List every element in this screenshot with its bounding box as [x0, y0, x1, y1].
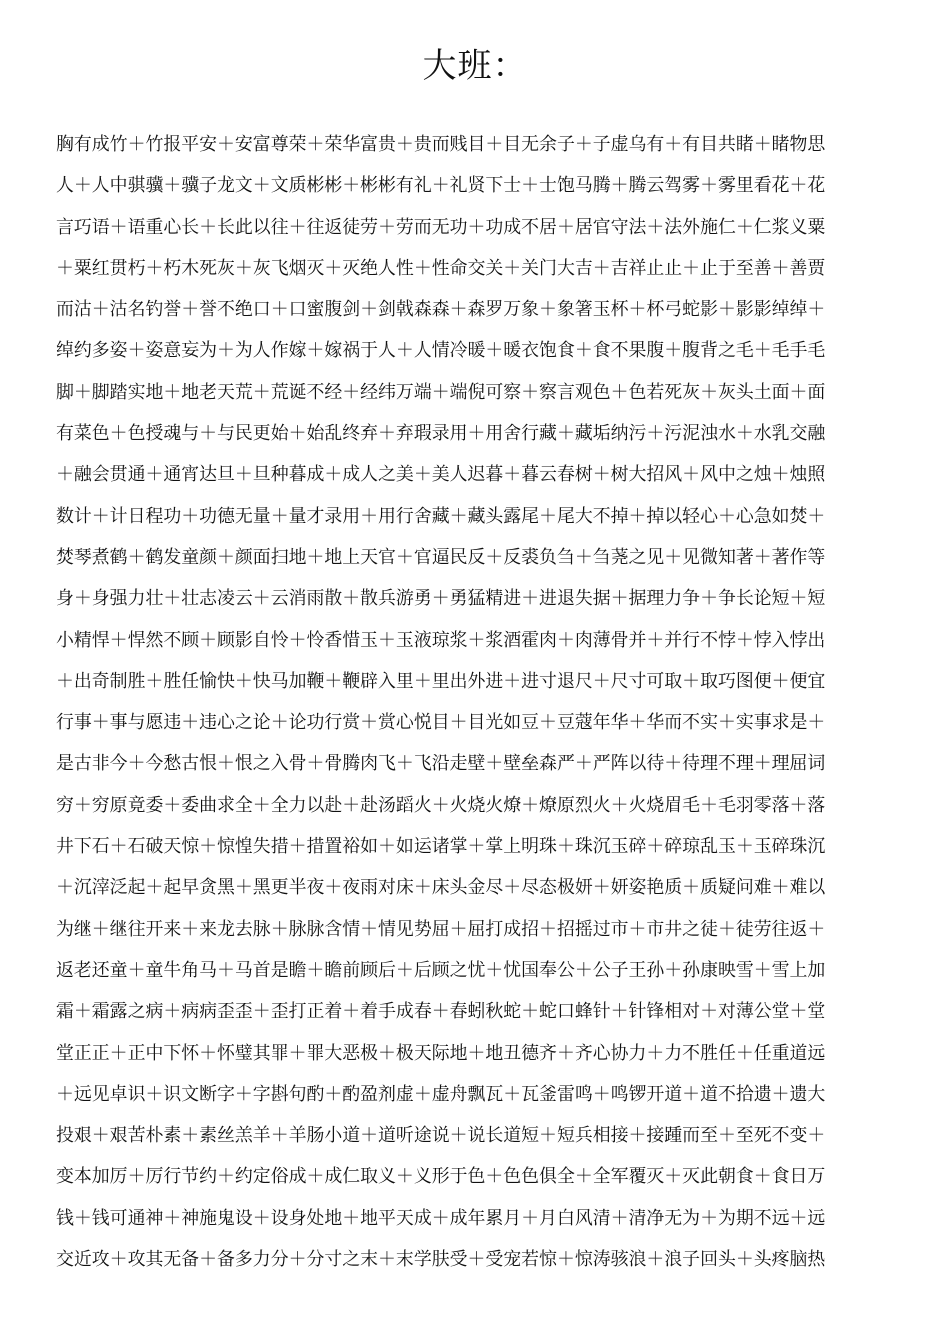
text-line: 行事＋事与愿违＋违心之论＋论功行赏＋赏心悦目＋目光如豆＋豆蔻年华＋华而不实＋实事求是＋ — [56, 712, 826, 734]
text-line: 人＋人中骐骥＋骥子龙文＋文质彬彬＋彬彬有礼＋礼贤下士＋士饱马腾＋腾云驾雾＋雾里看花＋花 — [56, 175, 826, 197]
text-line: 钱＋钱可通神＋神施鬼设＋设身处地＋地平天成＋成年累月＋月白风清＋清净无为＋为期不远＋远 — [56, 1207, 826, 1229]
text-line: 言巧语＋语重心长＋长此以往＋往返徒劳＋劳而无功＋功成不居＋居官守法＋法外施仁＋仁浆义粟 — [56, 216, 826, 238]
text-line: 是古非今＋今愁古恨＋恨之入骨＋骨腾肉飞＋飞沿走壁＋壁垒森严＋严阵以待＋待理不理＋理屈词 — [56, 753, 826, 775]
text-line: ＋远见卓识＋识文断字＋字斟句酌＋酌盈剂虚＋虚舟飘瓦＋瓦釜雷鸣＋鸣锣开道＋道不拾遗＋遗大 — [56, 1083, 826, 1105]
text-line: 变本加厉＋厉行节约＋约定俗成＋成仁取义＋义形于色＋色色俱全＋全军覆灭＋灭此朝食＋食日万 — [56, 1166, 826, 1188]
text-line: ＋沉滓泛起＋起早贪黑＋黑更半夜＋夜雨对床＋床头金尽＋尽态极妍＋妍姿艳质＋质疑问难＋难以 — [56, 877, 826, 899]
text-line: 有菜色＋色授魂与＋与民更始＋始乱终弃＋弃瑕录用＋用舍行藏＋藏垢纳污＋污泥浊水＋水乳交融 — [56, 423, 826, 445]
text-line: 绰约多姿＋姿意妄为＋为人作嫁＋嫁祸于人＋人情冷暖＋暖衣饱食＋食不果腹＋腹背之毛＋毛手毛 — [56, 340, 826, 362]
text-line: 霜＋霜露之病＋病病歪歪＋歪打正着＋着手成春＋春蚓秋蛇＋蛇口蜂针＋针锋相对＋对薄公堂＋堂 — [56, 1001, 826, 1023]
text-line: 焚琴煮鹤＋鹤发童颜＋颜面扫地＋地上天官＋官逼民反＋反裘负刍＋刍荛之见＋见微知著＋著作等 — [56, 546, 826, 568]
text-line: 为继＋继往开来＋来龙去脉＋脉脉含情＋情见势屈＋屈打成招＋招摇过市＋市井之徒＋徒劳往返＋ — [56, 918, 826, 940]
text-line: 投艰＋艰苦朴素＋素丝羔羊＋羊肠小道＋道听途说＋说长道短＋短兵相接＋接踵而至＋至死不变＋ — [56, 1125, 826, 1147]
text-line: ＋融会贯通＋通宵达旦＋旦种暮成＋成人之美＋美人迟暮＋暮云春树＋树大招风＋风中之烛＋烛照 — [56, 464, 826, 486]
text-line: 堂正正＋正中下怀＋怀璧其罪＋罪大恶极＋极天际地＋地丑德齐＋齐心协力＋力不胜任＋任重道远 — [56, 1042, 826, 1064]
text-line: 交近攻＋攻其无备＋备多力分＋分寸之末＋末学肤受＋受宠若惊＋惊涛骇浪＋浪子回头＋头疼脑热 — [56, 1249, 826, 1271]
text-line: ＋出奇制胜＋胜任愉快＋快马加鞭＋鞭辟入里＋里出外进＋进寸退尺＋尺寸可取＋取巧图便＋便宜 — [56, 670, 826, 692]
text-line: 脚＋脚踏实地＋地老天荒＋荒诞不经＋经纬万端＋端倪可察＋察言观色＋色若死灰＋灰头土面＋面 — [56, 381, 826, 403]
text-line: 胸有成竹＋竹报平安＋安富尊荣＋荣华富贵＋贵而贱目＋目无余子＋子虚乌有＋有目共睹＋睹物思 — [56, 134, 826, 155]
text-line: 井下石＋石破天惊＋惊惶失措＋措置裕如＋如运诸掌＋掌上明珠＋珠沉玉碎＋碎琼乱玉＋玉碎珠沉 — [56, 836, 826, 858]
text-line: ＋粟红贯朽＋朽木死灰＋灰飞烟灭＋灭绝人性＋性命交关＋关门大吉＋吉祥止止＋止于至善＋善贾 — [56, 257, 826, 279]
page-title: 大班： — [422, 46, 528, 86]
idiom-chain-text — [56, 124, 906, 1280]
text-line: 返老还童＋童牛角马＋马首是瞻＋瞻前顾后＋后顾之忧＋忧国奉公＋公子王孙＋孙康映雪＋雪上加 — [56, 959, 826, 981]
text-line: 身＋身强力壮＋壮志凌云＋云消雨散＋散兵游勇＋勇猛精进＋进退失据＋据理力争＋争长论短＋短 — [56, 588, 826, 610]
text-line: 小精悍＋悍然不顾＋顾影自怜＋怜香惜玉＋玉液琼浆＋浆酒霍肉＋肉薄骨并＋并行不悖＋悖入悖出 — [56, 629, 826, 651]
text-line: 而沽＋沽名钓誉＋誉不绝口＋口蜜腹剑＋剑戟森森＋森罗万象＋象箸玉杯＋杯弓蛇影＋影影绰绰＋ — [56, 299, 826, 321]
text-line: 数计＋计日程功＋功德无量＋量才录用＋用行舍藏＋藏头露尾＋尾大不掉＋掉以轻心＋心急如焚＋ — [56, 505, 826, 527]
text-line: 穷＋穷原竟委＋委曲求全＋全力以赴＋赴汤蹈火＋火烧火燎＋燎原烈火＋火烧眉毛＋毛羽零落＋落 — [56, 794, 826, 816]
